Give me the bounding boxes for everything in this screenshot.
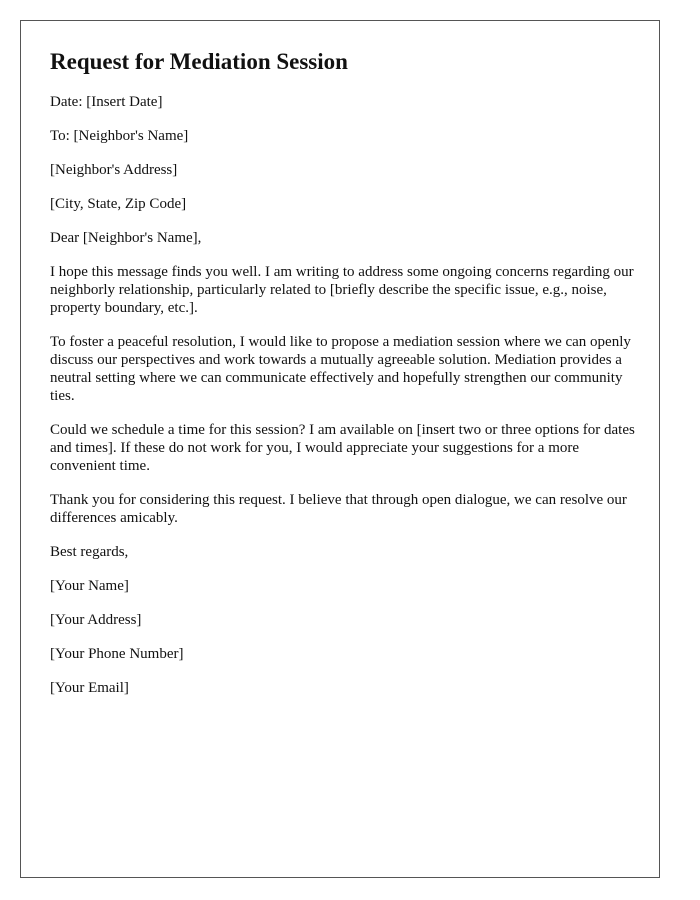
letter-content <box>50 47 635 713</box>
recipient-name-line: To: [Neighbor's Name] <box>50 128 189 144</box>
sender-address: [Your Address] <box>50 612 142 628</box>
body-paragraph-scheduling: Could we schedule a time for this session? I am available on [insert two or three options for dates and times]. If these do not work for you, I would appreciate your suggestions for a more convenient time. <box>50 422 635 474</box>
date-line: Date: [Insert Date] <box>50 94 163 110</box>
sender-name: [Your Name] <box>50 578 129 594</box>
closing: Best regards, <box>50 544 129 560</box>
body-paragraph-intro: I hope this message finds you well. I am writing to address some ongoing concerns regarding our neighborly relationship, particularly related to [briefly describe the specific issue, e.g., noise, property boundary, etc.]. <box>50 264 634 316</box>
body-paragraph-proposal: To foster a peaceful resolution, I would like to propose a mediation session where we can openly discuss our perspectives and work towards a mutually agreeable solution. Mediation provides a neutral setting where we can communicate effectively and hopefully strengthen our community ties. <box>50 334 631 404</box>
letter-title: Request for Mediation Session <box>50 49 348 74</box>
recipient-address-line: [Neighbor's Address] <box>50 162 178 178</box>
salutation: Dear [Neighbor's Name], <box>50 230 202 246</box>
recipient-city-line: [City, State, Zip Code] <box>50 196 187 212</box>
sender-phone: [Your Phone Number] <box>50 646 184 662</box>
letter-page <box>20 20 660 878</box>
sender-email: [Your Email] <box>50 680 129 696</box>
body-paragraph-thanks: Thank you for considering this request. I believe that through open dialogue, we can resolve our differences amicably. <box>50 492 627 526</box>
